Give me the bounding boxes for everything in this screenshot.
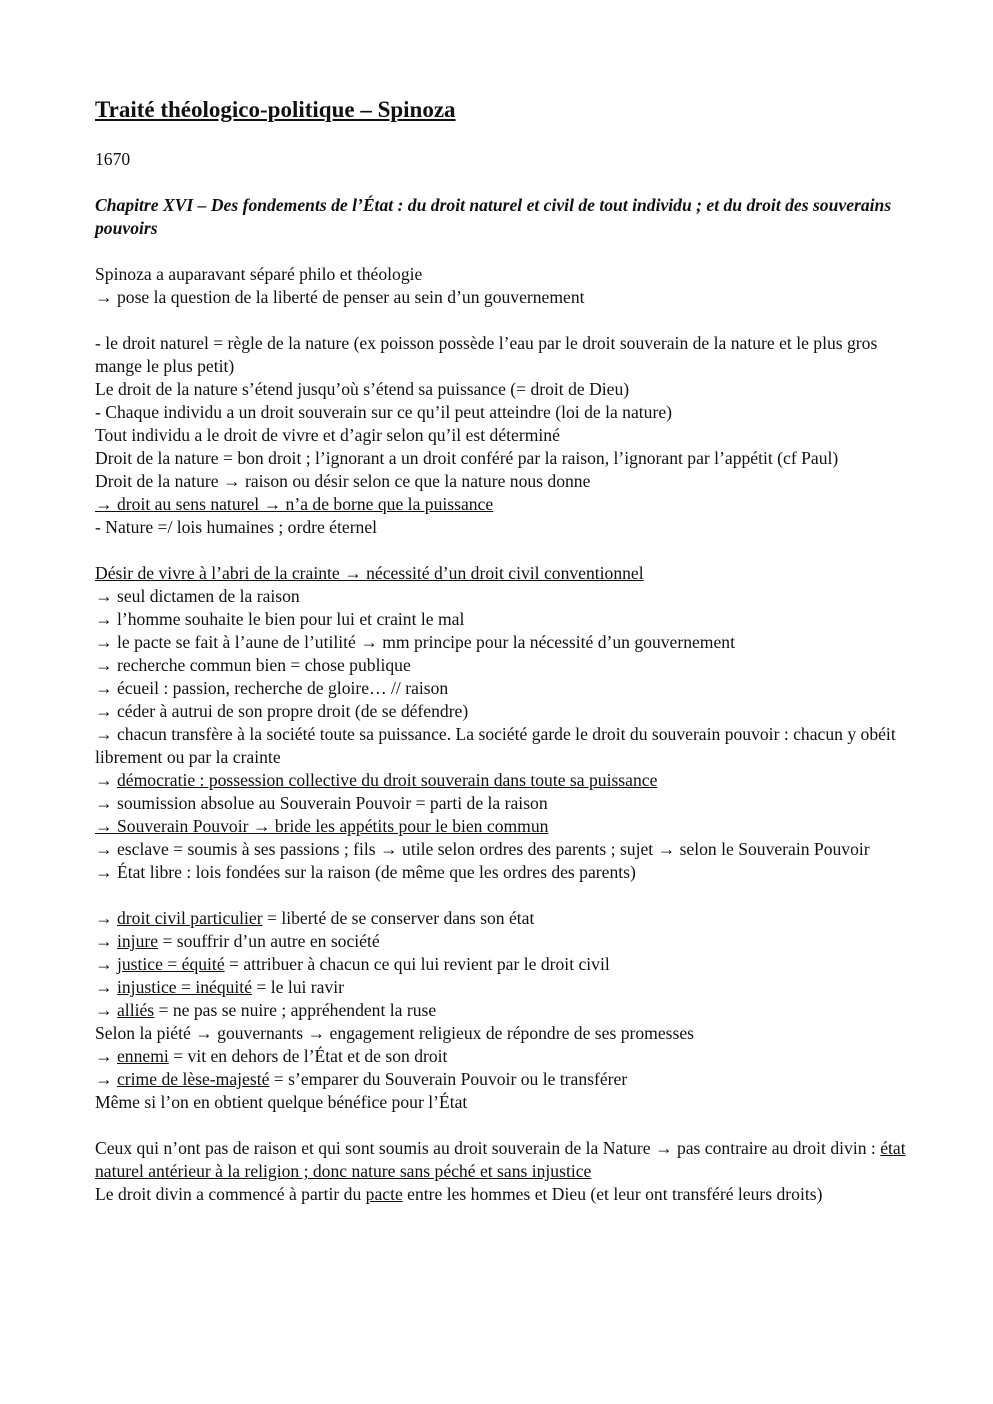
note-text: Le droit divin a commencé à partir du [95, 1184, 366, 1204]
note-text: → État libre : lois fondées sur la raison (de même que les ordres des parents) [95, 862, 636, 882]
note-line [95, 585, 915, 608]
note-text: → seul dictamen de la raison [95, 586, 300, 606]
note-line [95, 976, 915, 999]
note-line [95, 700, 915, 723]
underlined-text: injustice = inéquité [117, 977, 253, 997]
note-text: → esclave = soumis à ses passions ; fils → utile selon ordres des parents ; sujet → selon le Souverain Pouvoir [95, 839, 870, 859]
note-line [95, 424, 915, 447]
note-line [95, 332, 915, 378]
note-text: - le droit naturel = règle de la nature (ex poisson possède l’eau par le droit souverain de la nature et le plus gros mange le plus petit) [95, 333, 878, 376]
underlined-text: droit civil particulier [117, 908, 263, 928]
note-line [95, 1022, 915, 1045]
note-paragraph [95, 1137, 915, 1206]
note-paragraph [95, 263, 915, 309]
note-text: → [95, 1069, 117, 1089]
underlined-text: → droit au sens naturel → n’a de borne que la puissance [95, 494, 494, 514]
note-text: Spinoza a auparavant séparé philo et théologie [95, 264, 423, 284]
underlined-text: injure [117, 931, 159, 951]
note-line [95, 1091, 915, 1114]
note-text: Tout individu a le droit de vivre et d’agir selon qu’il est déterminé [95, 425, 560, 445]
note-text: = souffrir d’un autre en société [158, 931, 380, 951]
underlined-text: ennemi [117, 1046, 169, 1066]
note-line [95, 861, 915, 884]
note-text: → [95, 931, 117, 951]
note-text: → [95, 954, 117, 974]
note-paragraph [95, 332, 915, 539]
note-text: - Nature =/ lois humaines ; ordre éternel [95, 517, 378, 537]
underlined-text: justice = équité [117, 954, 225, 974]
underlined-text: alliés [117, 1000, 155, 1020]
note-line [95, 631, 915, 654]
note-line [95, 263, 915, 286]
note-text: Ceux qui n’ont pas de raison et qui sont soumis au droit souverain de la Nature → pas contraire au droit divin : [95, 1138, 881, 1158]
note-text: Droit de la nature → raison ou désir selon ce que la nature nous donne [95, 471, 591, 491]
underlined-text: démocratie : possession collective du droit souverain dans toute sa puissance [117, 770, 658, 790]
note-line [95, 723, 915, 769]
underlined-text: pacte [365, 1184, 403, 1204]
underlined-text: → Souverain Pouvoir → bride les appétits pour le bien commun [95, 816, 549, 836]
note-text: → pose la question de la liberté de penser au sein d’un gouvernement [95, 287, 585, 307]
note-text: = ne pas se nuire ; appréhendent la ruse [154, 1000, 437, 1020]
note-text: → [95, 1046, 117, 1066]
note-line [95, 815, 915, 838]
note-line [95, 930, 915, 953]
note-text: = attribuer à chacun ce qui lui revient par le droit civil [224, 954, 610, 974]
note-text: → [95, 908, 117, 928]
note-text: = vit en dehors de l’État et de son droit [168, 1046, 448, 1066]
note-text: Même si l’on en obtient quelque bénéfice pour l’État [95, 1092, 468, 1112]
note-line [95, 1183, 915, 1206]
note-line [95, 378, 915, 401]
note-line [95, 654, 915, 677]
note-line [95, 470, 915, 493]
note-line [95, 1045, 915, 1068]
note-text: → soumission absolue au Souverain Pouvoir = parti de la raison [95, 793, 548, 813]
note-line [95, 769, 915, 792]
note-line [95, 907, 915, 930]
underlined-text: crime de lèse-majesté [117, 1069, 270, 1089]
note-text: Droit de la nature = bon droit ; l’ignorant a un droit conféré par la raison, l’ignorant par l’appétit (cf Paul) [95, 448, 839, 468]
note-text: = le lui ravir [252, 977, 345, 997]
note-line [95, 953, 915, 976]
document-page [95, 96, 915, 1206]
note-line [95, 792, 915, 815]
note-text: → [95, 977, 117, 997]
note-text: → le pacte se fait à l’aune de l’utilité → mm principe pour la nécessité d’un gouvernement [95, 632, 735, 652]
note-text: → l’homme souhaite le bien pour lui et craint le mal [95, 609, 465, 629]
note-text: → chacun transfère à la société toute sa puissance. La société garde le droit du souverain pouvoir : chacun y obéit librement ou par la crainte [95, 724, 896, 767]
note-text: Le droit de la nature s’étend jusqu’où s’étend sa puissance (= droit de Dieu) [95, 379, 630, 399]
note-text: → recherche commun bien = chose publique [95, 655, 411, 675]
note-text: - Chaque individu a un droit souverain sur ce qu’il peut atteindre (loi de la nature) [95, 402, 672, 422]
note-text: → [95, 1000, 117, 1020]
note-line [95, 447, 915, 470]
note-line [95, 562, 915, 585]
note-line [95, 286, 915, 309]
note-line [95, 493, 915, 516]
note-line [95, 608, 915, 631]
note-paragraph [95, 562, 915, 884]
document-date: 1670 [95, 149, 131, 169]
note-text: → [95, 770, 117, 790]
document-title: Traité théologico-politique – Spinoza [95, 97, 456, 122]
note-text: → céder à autrui de son propre droit (de se défendre) [95, 701, 469, 721]
note-line [95, 401, 915, 424]
chapter-heading: Chapitre XVI – Des fondements de l’État : du droit naturel et civil de tout individu ; et du droit des souverains pouvoirs [95, 195, 892, 238]
note-line [95, 1068, 915, 1091]
note-text: entre les hommes et Dieu (et leur ont transféré leurs droits) [402, 1184, 823, 1204]
underlined-text: Désir de vivre à l’abri de la crainte → nécessité d’un droit civil conventionnel [95, 563, 644, 583]
note-line [95, 677, 915, 700]
note-paragraph [95, 907, 915, 1114]
note-line [95, 1137, 915, 1183]
note-line [95, 516, 915, 539]
note-text: Selon la piété → gouvernants → engagement religieux de répondre de ses promesses [95, 1023, 694, 1043]
note-line [95, 999, 915, 1022]
note-line [95, 838, 915, 861]
note-text: → écueil : passion, recherche de gloire… // raison [95, 678, 449, 698]
underlined-text: état naturel antérieur à la religion ; donc nature sans péché et sans injustice [95, 1138, 906, 1181]
note-text: = liberté de se conserver dans son état [262, 908, 535, 928]
note-text: = s’emparer du Souverain Pouvoir ou le transférer [269, 1069, 628, 1089]
notes-body [95, 263, 915, 1206]
